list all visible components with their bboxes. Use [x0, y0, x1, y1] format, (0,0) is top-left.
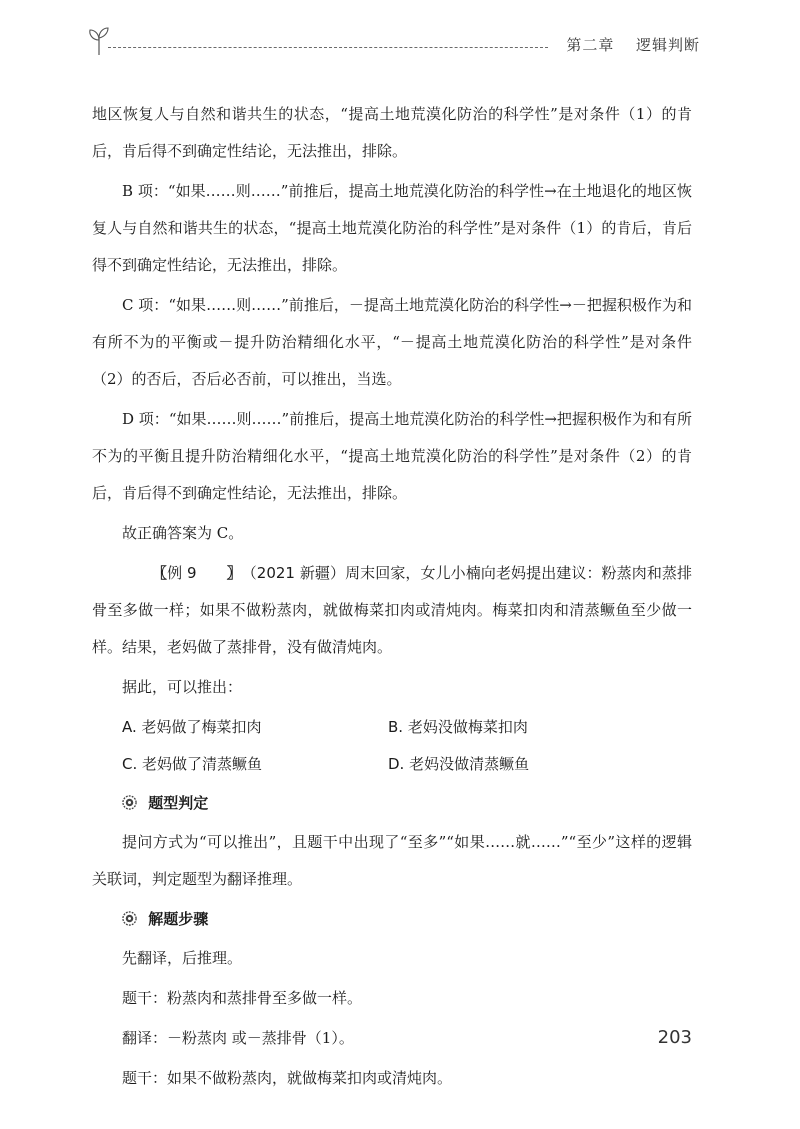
step-line: 先翻译，后推理。: [122, 949, 243, 967]
gear-badge-icon: [122, 911, 137, 926]
option-b: B. 老妈没做梅菜扣肉: [388, 718, 528, 736]
option-d: D. 老妈没做清蒸鳜鱼: [388, 755, 530, 773]
answer-paragraph-continuation: 地区恢复人与自然和谐共生的状态，“提高土地荒漠化防治的科学性”是对条件（1）的肯后，肯后得不到确定性结论，无法推出，排除。: [92, 105, 692, 160]
option-b-analysis: B 项：“如果……则……”前推后，提高土地荒漠化防治的科学性→在土地退化的地区恢复人与自然和谐共生的状态，“提高土地荒漠化防治的科学性”是对条件（1）的肯后，肯后得不到确定性结论，无法推出，排除。: [92, 182, 692, 274]
header-rule: [108, 47, 548, 48]
answer-options: [122, 709, 692, 783]
step-line: 翻译：－粉蒸肉 或－蒸排骨（1）。: [122, 1029, 354, 1047]
option-c: C. 老妈做了清蒸鳜鱼: [122, 755, 263, 773]
option-d-analysis: D 项：“如果……则……”前推后，提高土地荒漠化防治的科学性→把握积极作为和有所不为的平衡且提升防治精细化水平，“提高土地荒漠化防治的科学性”是对条件（2）的肯后，肯后得不到确定性结论，无法推出，排除。: [92, 410, 692, 502]
option-a: A. 老妈做了梅菜扣肉: [122, 718, 262, 736]
sprout-icon: [88, 26, 110, 56]
option-c-analysis: C 项：“如果……则……”前推后，－提高土地荒漠化防治的科学性→－把握积极作为和有所不为的平衡或－提升防治精细化水平，“－提高土地荒漠化防治的科学性”是对条件（2）的否后，否后必否前，可以推出，当选。: [92, 296, 692, 388]
example-label-open: 〖: [152, 564, 168, 582]
step-line: 题干：粉蒸肉和蒸排骨至多做一样。: [122, 989, 363, 1007]
chapter-label: 第二章: [566, 36, 615, 54]
page-content: [92, 96, 692, 1100]
example-label-close: 〗: [226, 564, 242, 582]
step-line: 题干：如果不做粉蒸肉，就做梅菜扣肉或清炖肉。: [122, 1069, 453, 1087]
chapter-title: [566, 34, 700, 55]
steps-section-title: 解题步骤: [148, 910, 209, 928]
correct-answer: 故正确答案为 C。: [122, 524, 244, 542]
example-question: [92, 555, 692, 666]
page-number: 203: [657, 1027, 692, 1048]
type-section-heading: [122, 785, 692, 822]
steps-section-heading: [122, 901, 692, 938]
page-header: [88, 22, 700, 62]
gear-badge-icon: [122, 795, 137, 810]
chapter-section: 逻辑判断: [635, 36, 700, 54]
example-label: 例 9: [167, 564, 197, 582]
type-section-title: 题型判定: [148, 794, 209, 812]
type-section-text: 提问方式为“可以推出”，且题干中出现了“至多”“如果……就……”“至少”这样的逻辑关联词，判定题型为翻译推理。: [92, 833, 692, 888]
example-text: （2021 新疆）周末回家，女儿小楠向老妈提出建议：粉蒸肉和蒸排骨至多做一样；如果不做粉蒸肉，就做梅菜扣肉或清炖肉。梅菜扣肉和清蒸鳜鱼至少做一样。结果，老妈做了蒸排骨，没有做清炖肉。: [92, 564, 692, 656]
example-prompt: 据此，可以推出：: [122, 678, 243, 696]
